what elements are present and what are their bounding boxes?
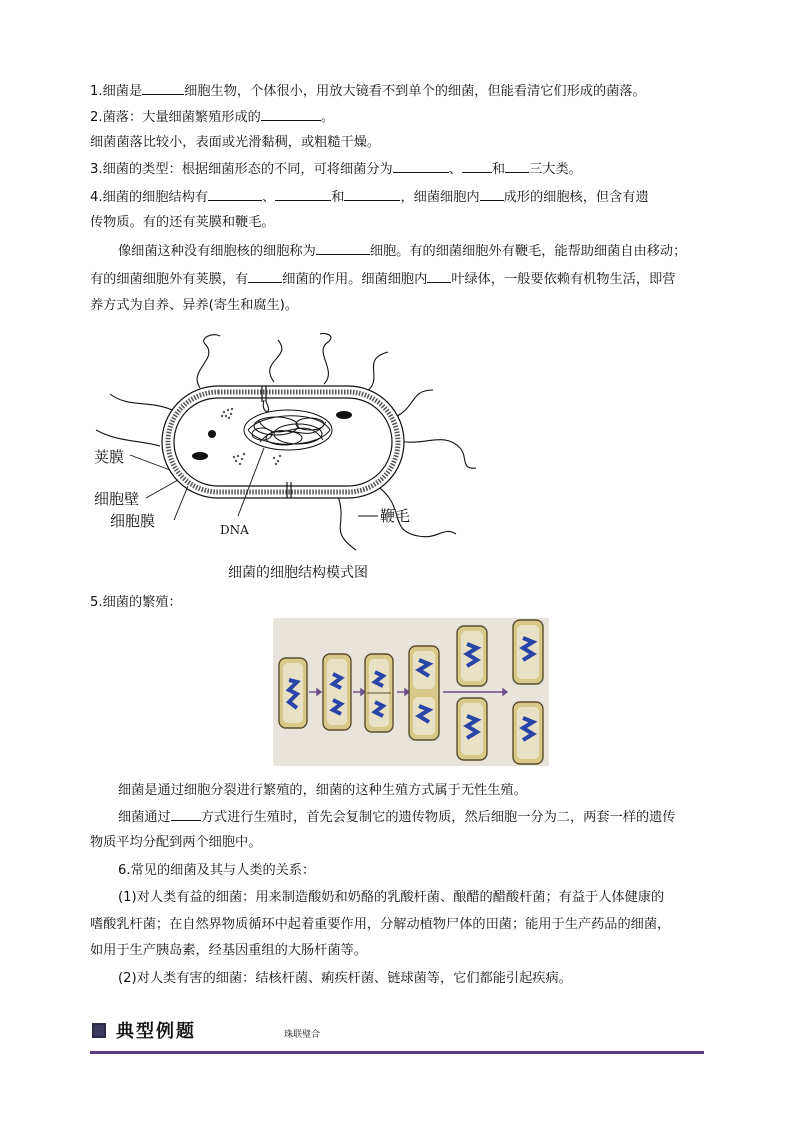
inclusion: [192, 452, 208, 460]
answer-blank: [248, 270, 282, 283]
label-cell-wall: 细胞壁: [94, 490, 140, 508]
section-divider: [90, 1051, 704, 1054]
flagellum-line: [96, 430, 160, 446]
flagellum-line: [110, 394, 172, 410]
bacterium-cell: [279, 658, 307, 728]
answer-blank: [142, 82, 184, 95]
text-line-4: 3.细菌的类型：根据细菌形态的不同，可将细菌分为 、 和 三大类。: [90, 162, 582, 177]
text-line-18: (2)对人类有害的细菌：结核杆菌、痢疾杆菌、链球菌等，它们都能引起疾病。: [118, 971, 572, 986]
text-line-6: 传物质。有的还有荚膜和鞭毛。: [90, 215, 275, 230]
text-line-10: 5.细菌的繁殖：: [90, 595, 182, 610]
text-line-9: 养方式为自养、异养(寄生和腐生)。: [90, 298, 299, 313]
text-line-13: 物质平均分配到两个细胞中。: [90, 835, 262, 850]
text-line-12: 细菌通过 方式进行生殖时，首先会复制它的遗传物质，然后细胞一分为二，两套一样的遗传: [118, 810, 676, 825]
text-line-2: 2.菌落：大量细菌繁殖形成的 。: [90, 110, 335, 125]
label-dna: DNA: [220, 523, 249, 537]
flagellum-line: [394, 440, 476, 469]
text-line-11: 细菌是通过细胞分裂进行繁殖的，细菌的这种生殖方式属于无性生殖。: [118, 783, 527, 798]
answer-blank: [171, 808, 201, 821]
book-icon: [92, 1023, 106, 1038]
flagellum-line: [320, 333, 331, 384]
text-line-14: 6.常见的细菌及其与人类的关系：: [118, 863, 316, 878]
figure1-caption: 细菌的细胞结构模式图: [228, 565, 368, 581]
flagellum-line: [270, 340, 282, 382]
section-title: 典型例题: [116, 1021, 196, 1042]
bacterium-cell: [409, 646, 439, 740]
answer-blank: [261, 108, 321, 121]
answer-blank: [480, 188, 504, 201]
bacterium-cell: [365, 654, 393, 732]
inclusion: [208, 430, 216, 438]
bacterium-cell: [457, 698, 487, 760]
text-line-15: (1)对人类有益的细菌：用来制造酸奶和奶酪的乳酸杆菌、酿醋的醋酸杆菌；有益于人体健康的: [118, 890, 665, 905]
bacterium-cell: [457, 626, 487, 686]
text-line-7: 像细菌这种没有细胞核的细胞称为 细胞。有的细菌细胞外有鞭毛，能帮助细菌自由移动；: [118, 244, 687, 259]
text-line-3: 细菌菌落比较小，表面或光滑黏稠，或粗糙干燥。: [90, 135, 381, 150]
flagellum-line: [363, 352, 388, 394]
flagellum-line: [197, 335, 220, 388]
answer-blank: [393, 160, 449, 173]
flagellum-line: [338, 496, 356, 550]
answer-blank: [344, 188, 400, 201]
text-line-17: 如用于生产胰岛素，经基因重组的大肠杆菌等。: [90, 943, 367, 958]
bacterium-cell: [513, 620, 543, 684]
label-capsule: 荚膜: [94, 448, 125, 466]
binary-fission-figure: [273, 618, 549, 766]
answer-blank: [462, 160, 492, 173]
text-line-5: 4.细菌的细胞结构有 、 和 ，细菌细胞内 成形的细胞核，但含有遗: [90, 190, 649, 205]
label-cell-membrane: 细胞膜: [110, 512, 156, 530]
answer-blank: [427, 270, 451, 283]
bacterial-cell-diagram: [88, 330, 478, 585]
answer-blank: [505, 160, 529, 173]
label-flagellum: 鞭毛: [380, 507, 411, 525]
answer-blank: [275, 188, 331, 201]
inclusion: [336, 411, 352, 419]
section-header: [92, 1015, 320, 1045]
section-subtitle: 珠联璧合: [284, 1029, 321, 1040]
answer-blank: [208, 188, 262, 201]
answer-blank: [316, 242, 370, 255]
bacterium-cell: [513, 702, 543, 764]
text-line-8: 有的细菌细胞外有荚膜，有 细菌的作用。细菌细胞内 叶绿体，一般要依赖有机物生活，即营: [90, 272, 676, 287]
text-line-16: 嗜酸乳杆菌；在自然界物质循环中起着重要作用，分解动植物尸体的田菌；能用于生产药品的细菌，: [90, 917, 671, 932]
bacterium-cell: [323, 654, 351, 730]
text-line-1: 1.细菌是 细胞生物，个体很小，用放大镜看不到单个的细菌，但能看清它们形成的菌落。: [90, 84, 646, 99]
